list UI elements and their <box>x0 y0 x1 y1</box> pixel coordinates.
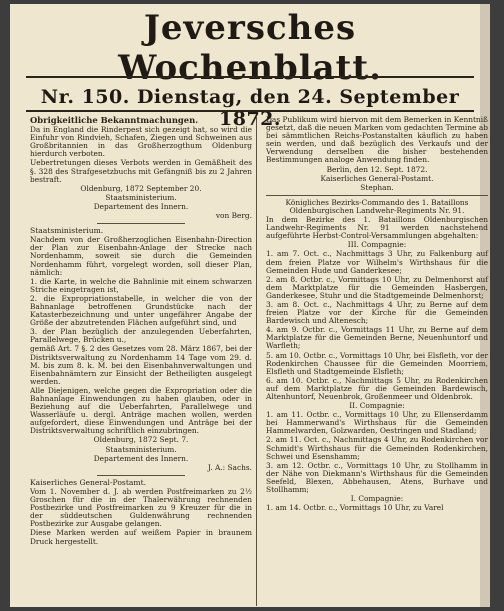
text-paragraph: Alle Diejenigen, welche gegen die Expropriation oder die Bahnanlage Einwendungen zu haben glauben, oder in Beziehung auf die Ueberfahrten, Parallelwege und Wasserläufe u. dergl. Anträge machen wollen, werden aufgefordert, diese Einwendungen und Anträge bei der Distriktsverwaltung schriftlich einzubringen. <box>30 385 252 436</box>
text-paragraph: Diese Marken werden auf weißem Papier in braunem Druck hergestellt. <box>30 528 252 546</box>
text-paragraph: Uebertretungen dieses Verbots werden in Gemäßheit des §. 328 des Strafgesetzbuchs mit Gefängniß bis zu 2 Jahren bestraft. <box>30 158 252 184</box>
text-paragraph: gemäß Art. 7 §. 2 des Gesetzes vom 28. März 1867, bei der Distriktsverwaltung zu Nordenhamm 14 Tage vom 29. d. M. bis zum 8. k. M. bei den Eisenbahnverwaltungen und Eisenbahnämtern zur Einsicht der Betheiligten ausgelegt werden. <box>30 344 252 386</box>
text-paragraph: Staatsministerium. <box>30 226 104 236</box>
separator <box>97 223 186 224</box>
text-paragraph: I. Compagnie: <box>350 494 404 504</box>
column-divider <box>256 116 257 606</box>
text-paragraph: 5. am 10. Octbr. c., Vormittags 10 Uhr, bei Elsfleth, vor der Rodenkirchen Chaussee für die Gemeinden Moorriem, Elsfleth und Stadtgemeinde Elsfleth; <box>266 350 488 376</box>
text-paragraph: III. Compagnie: <box>347 240 407 250</box>
issue-rule <box>26 110 474 112</box>
right-column <box>266 116 488 513</box>
text-paragraph: 1. am 14. Octbr. c., Vormittags 10 Uhr, zu Varel <box>266 503 444 513</box>
text-paragraph: Stephan. <box>360 182 394 192</box>
text-paragraph: 6. am 10. Octbr. c., Nachmittags 5 Uhr, zu Rodenkirchen auf dem Marktplatze für die Gemeinden Bardewisch, Altenhuntorf, Neuenbrok, Großenmeer und Oldenbrok. <box>266 375 488 401</box>
text-paragraph: Staatsministerium. <box>105 444 177 454</box>
text-paragraph: J. A.: Sachs. <box>207 462 252 472</box>
text-paragraph: Departement des Innern. <box>93 453 189 463</box>
text-paragraph: 3. der Plan bezüglich der anzulegenden Ueberfahrten, Parallelwege, Brücken u., <box>30 327 252 345</box>
text-paragraph: Berlin, den 12. Sept. 1872. <box>326 164 428 174</box>
text-paragraph: Das Publikum wird hiervon mit dem Bemerken in Kenntniß gesetzt, daß die neuen Marken vom gedachten Termine ab bei sämmtlichen Reichs-Postanstalten käuflich zu haben sein werden, und daß bezüglich des Verkaufs und der Verwendung derselben die bisher bestehenden Bestimmungen analoge Anwendung finden. <box>266 115 488 165</box>
text-paragraph: 3. am 8. Oct. c., Nachmittags 4 Uhr, zu Berne auf dem freien Platze vor der Kirche für die Gemeinden Bardewisch und Altenesch; <box>266 299 488 326</box>
text-paragraph: Kaiserliches General-Postamt. <box>30 477 147 487</box>
text-paragraph: 2. am 11. Oct. c., Nachmittags 4 Uhr, zu Rodenkirchen vor Schmidt's Wirthshaus für die Gemeinden Rodenkirchen, Schwei und Esenshamm; <box>266 435 488 461</box>
top-rule <box>26 76 474 78</box>
text-paragraph: 2. die Expropriationstabelle, in welcher die von der Bahnanlage betroffenen Grundstücke nach der Katasterbezeichnung und unter ungefährer Angabe der Größe der abzutretenden Flächen aufgeführt sind, und <box>30 293 252 328</box>
text-paragraph: 1. am 7. Oct. c., Nachmittags 3 Uhr, zu Falkenburg auf dem freien Platze vor Wilhelm's Wirthshaus für die Gemeinden Hude und Ganderkesee; <box>266 249 488 275</box>
text-paragraph: In dem Bezirke des 1. Bataillons Oldenburgischen Landwehr-Regiments Nr. 91 werden nachstehend aufgeführte Herbst-Control-Versammlungen abgehalten: <box>266 215 488 241</box>
newspaper-page <box>10 4 490 607</box>
issue-line: Nr. 150. Dienstag, den 24. September 1872. <box>40 86 460 130</box>
masthead: Jeversches Wochenblatt. <box>118 8 382 88</box>
text-paragraph: Oldenburg, 1872 September 20. <box>80 183 202 193</box>
text-paragraph: Oldenburg, 1872 Sept. 7. <box>93 435 189 445</box>
text-paragraph: Vom 1. November d. J. ab werden Postfreimarken zu 2½ Groschen für die in der Thalerwährung rechnenden Postbezirke und Postfreimarken zu 9 Kreuzer für die in der süddeutschen Guldenwährung rechnenden Postbezirke zur Ausgabe gelangen. <box>30 486 252 529</box>
left-column <box>30 116 252 547</box>
text-paragraph: Staatsministerium. <box>105 192 177 202</box>
text-paragraph: Nachdem von der Großherzoglichen Eisenbahn-Direction der Plan zur Eisenbahn-Anlage der Strecke nach Nordenhamm, soweit sie durch die Gemeinden Nordenhamm führt, vorgelegt worden, soll dieser Plan, nämlich: <box>30 235 252 277</box>
separator <box>97 475 186 476</box>
text-paragraph: Königliches Bezirks-Commando des 1. Bataillons Oldenburgischen Landwehr-Regiments Nr. 91. <box>285 197 469 215</box>
text-paragraph: 4. am 9. Octbr. c., Vormittags 11 Uhr, zu Berne auf dem Marktplatze für die Gemeinden Berne, Neuenhuntorf und Warfleth; <box>266 325 488 351</box>
text-paragraph: von Berg. <box>215 211 252 221</box>
text-paragraph: II. Compagnie: <box>349 401 405 411</box>
text-paragraph: 2. am 8. Octbr. c., Vormittags 10 Uhr, zu Delmenhorst auf dem Marktplatze für die Gemeinden Hasbergen, Ganderkesee, Stuhr und die Stadtgemeinde Delmenhorst; <box>266 274 488 300</box>
text-paragraph: 3. am 12. Octbr. c., Vormittags 10 Uhr, zu Stollhamm in der Nähe von Diekmann's Wirthshaus für die Gemeinden Seefeld, Blexen, Abbehausen, Atens, Burhave und Stollhamm; <box>266 460 488 495</box>
text-paragraph: 1. am 11. Octbr. c., Vormittags 10 Uhr, zu Ellenserdamm bei Hammerwand's Wirthshaus für die Gemeinden Hammelwarden, Golzwarden, Oestringen und Stadland; <box>266 410 488 436</box>
text-paragraph: Da in England die Rinderpest sich gezeigt hat, so wird die Einfuhr von Rindvieh, Schafen, Ziegen und Schweinen aus Großbritannien in das Großherzogthum Oldenburg hierdurch verboten. <box>30 125 252 159</box>
text-paragraph: 1. die Karte, in welche die Bahnlinie mit einem schwarzen Striche eingetragen ist, <box>30 276 252 294</box>
separator <box>266 195 488 196</box>
section-heading: Obrigkeitliche Bekanntmachungen. <box>30 115 199 125</box>
text-paragraph: Kaiserliches General-Postamt. <box>320 173 434 183</box>
text-paragraph: Departement des Innern. <box>93 201 189 211</box>
